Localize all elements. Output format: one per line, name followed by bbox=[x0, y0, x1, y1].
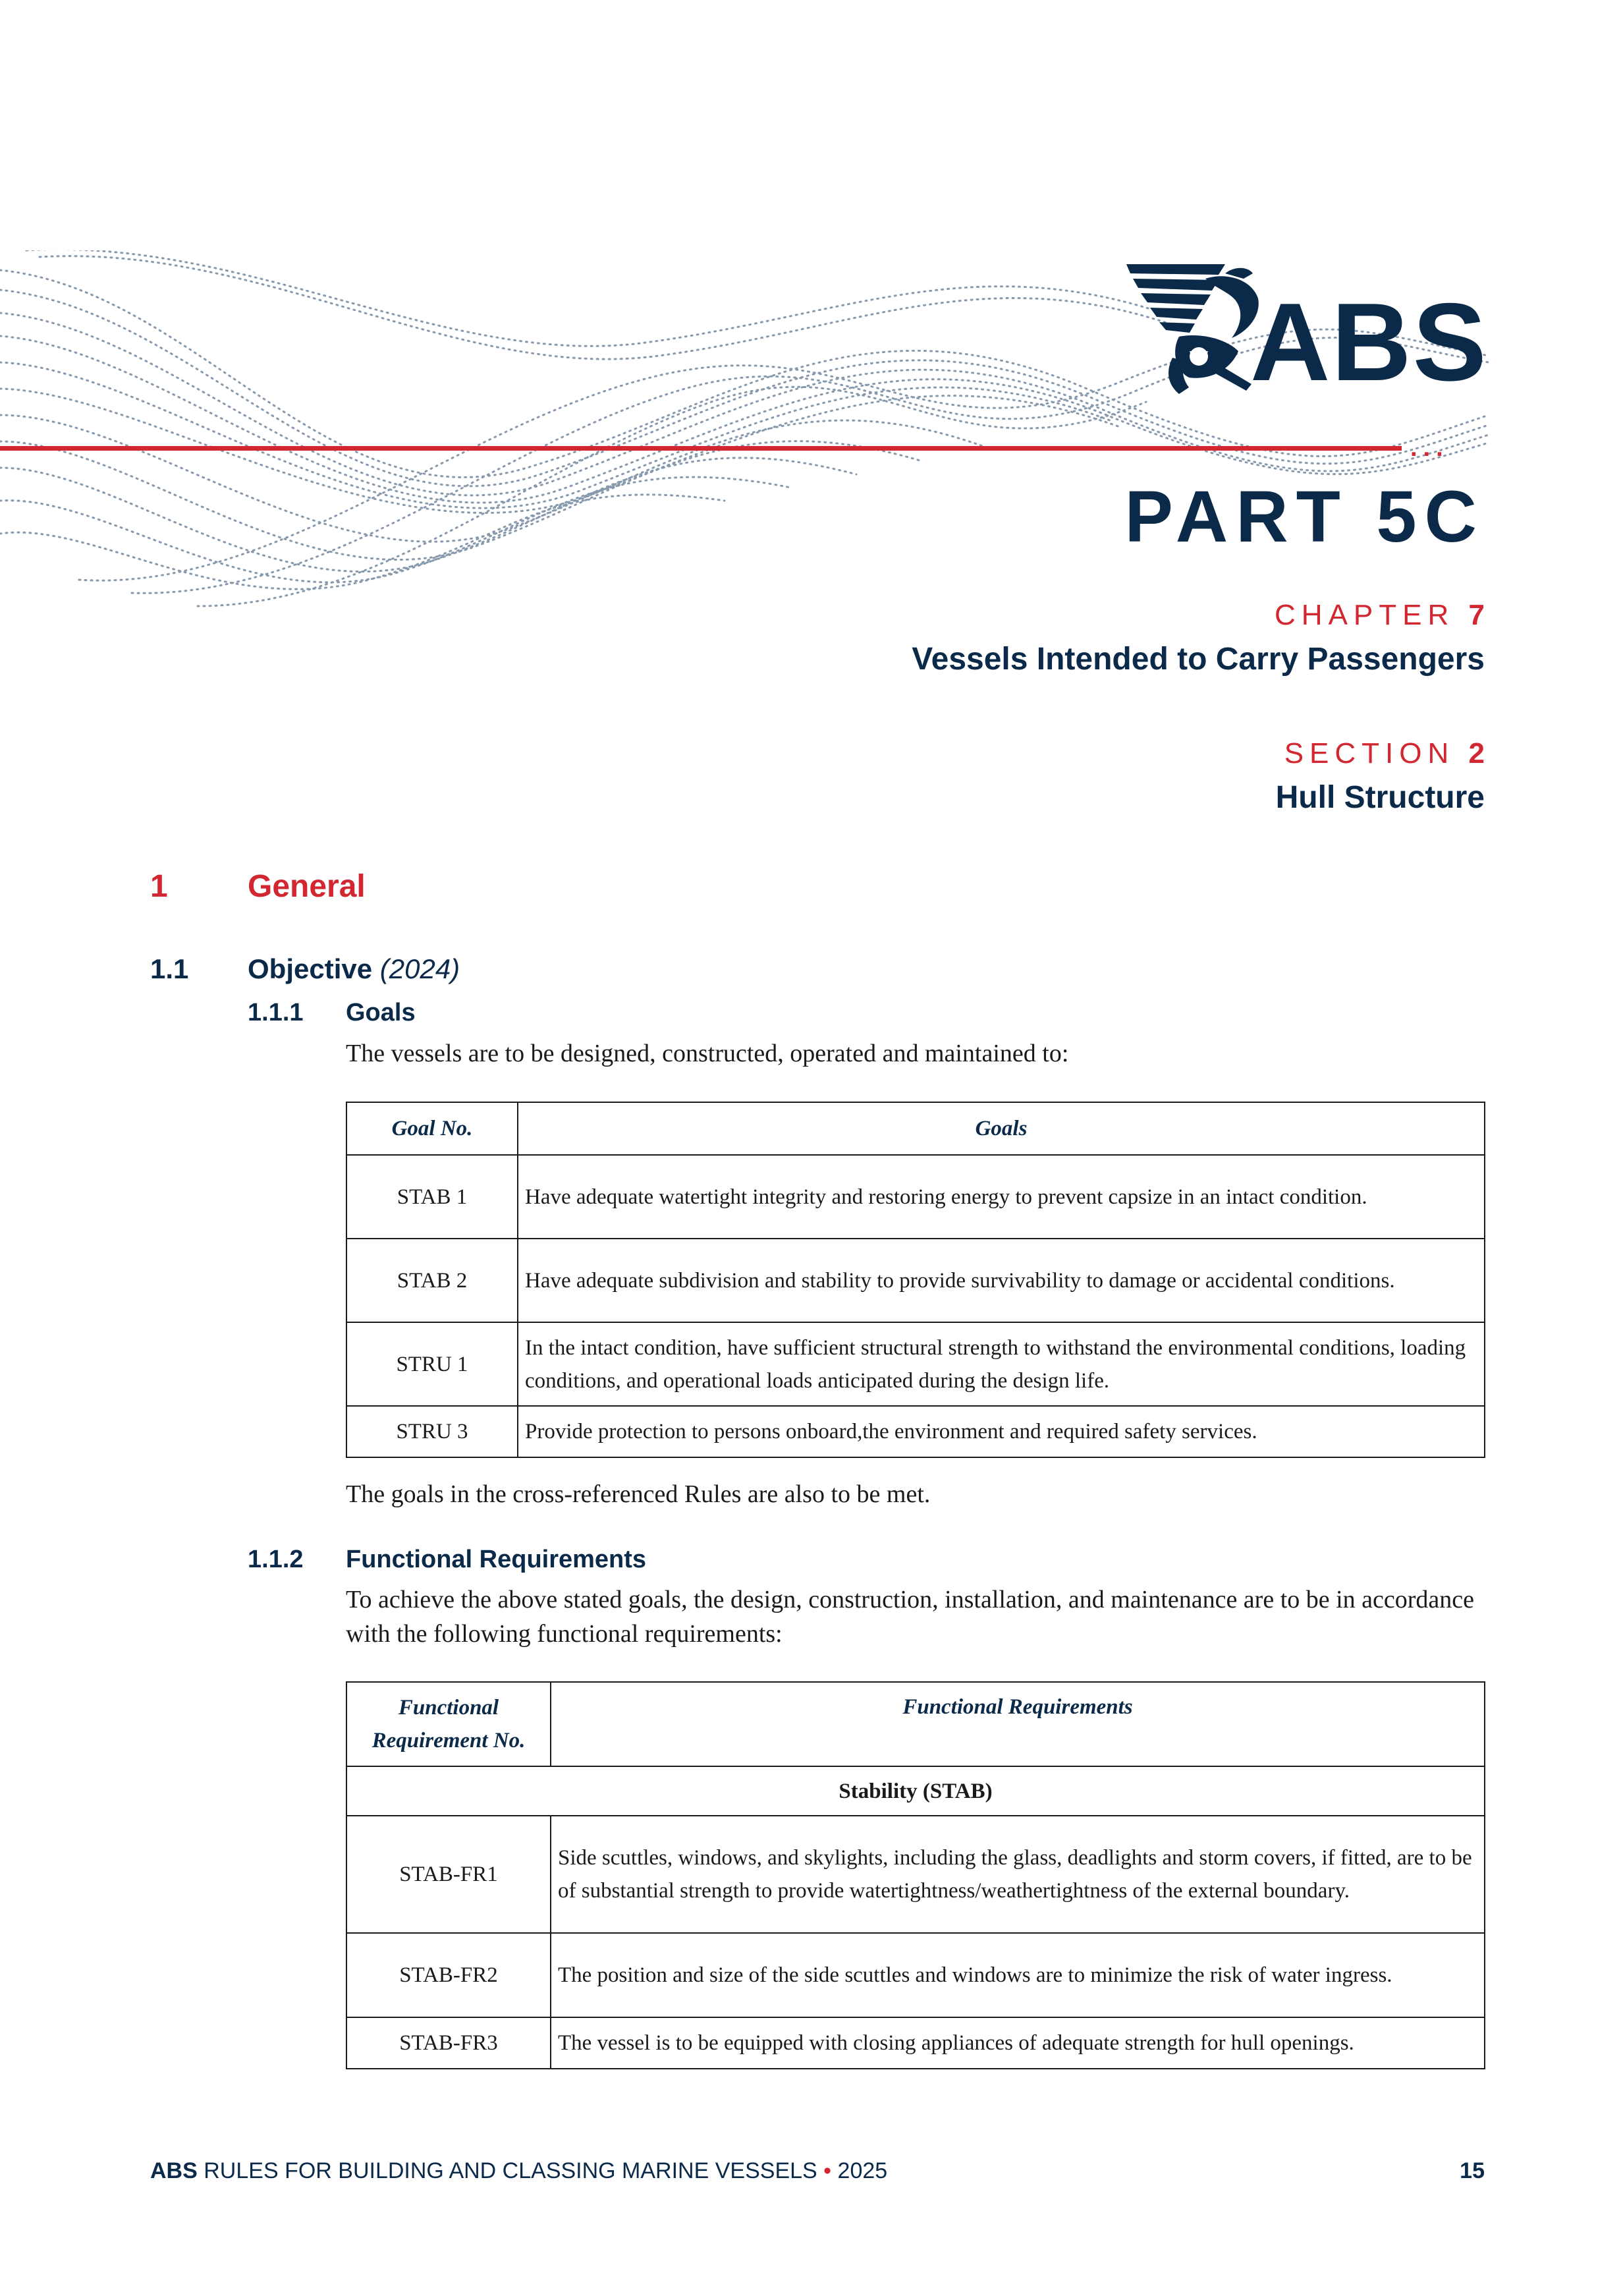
fr-col-header-number: Functional Requirement No. bbox=[346, 1682, 551, 1766]
heading-1-title: General bbox=[248, 869, 366, 904]
fr-group-row bbox=[346, 1766, 1485, 1816]
heading-2-text: Objective bbox=[248, 953, 373, 984]
goal-id: STAB 2 bbox=[346, 1239, 518, 1322]
chapter-label: CHAPTER bbox=[1275, 599, 1455, 631]
goal-text: In the intact condition, have sufficient structural strength to withstand the environmental conditions, loading conditions, and operational loads anticipated during the design life. bbox=[518, 1322, 1485, 1406]
heading-3-goals-number: 1.1.1 bbox=[248, 999, 304, 1026]
functional-requirements-table bbox=[346, 1681, 1485, 2069]
fr-intro-paragraph: To achieve the above stated goals, the design, construction, installation, and maintenance are to be in accordance with the following functional requirements: bbox=[346, 1586, 1475, 1648]
goal-id: STRU 1 bbox=[346, 1322, 518, 1406]
footer-rules-title: RULES FOR BUILDING AND CLASSING MARINE VESSELS bbox=[204, 2158, 817, 2183]
section-label: SECTION bbox=[1284, 737, 1455, 770]
part-title: PART 5C bbox=[1124, 476, 1485, 557]
fr-text: Side scuttles, windows, and skylights, including the glass, deadlights and storm covers, if fitted, are to be of substantial strength to provide watertightness/weathertightness of the external boundary. bbox=[551, 1816, 1485, 1933]
goal-id: STAB 1 bbox=[346, 1155, 518, 1239]
fr-table-header-row bbox=[346, 1682, 1485, 1766]
fr-text: The position and size of the side scuttles and windows are to minimize the risk of water ingress. bbox=[551, 1933, 1485, 2017]
fr-id: STAB-FR1 bbox=[346, 1816, 551, 1933]
table-row bbox=[346, 1155, 1485, 1239]
table-row bbox=[346, 1406, 1485, 1457]
table-row bbox=[346, 1933, 1485, 2017]
table-row bbox=[346, 1322, 1485, 1406]
heading-2-year: (2024) bbox=[379, 953, 460, 984]
goals-intro-paragraph: The vessels are to be designed, constructed, operated and maintained to: bbox=[346, 1040, 1069, 1067]
heading-1-number: 1 bbox=[150, 869, 168, 904]
fr-group-label: Stability (STAB) bbox=[346, 1766, 1485, 1816]
footer-bullet: • bbox=[823, 2158, 832, 2183]
table-row bbox=[346, 1816, 1485, 1933]
goals-col-header-goals: Goals bbox=[518, 1102, 1485, 1155]
logo-wordmark: ABS bbox=[1250, 280, 1488, 404]
fr-id: STAB-FR2 bbox=[346, 1933, 551, 2017]
footer-brand: ABS bbox=[150, 2158, 198, 2183]
goal-text: Have adequate watertight integrity and restoring energy to prevent capsize in an intact condition. bbox=[518, 1155, 1485, 1239]
fr-id: STAB-FR3 bbox=[346, 2017, 551, 2069]
goal-text: Provide protection to persons onboard,the environment and required safety services. bbox=[518, 1406, 1485, 1457]
heading-2-title bbox=[248, 955, 460, 983]
goal-id: STRU 3 bbox=[346, 1406, 518, 1457]
chapter-title: Vessels Intended to Carry Passengers bbox=[912, 642, 1485, 677]
goals-table bbox=[346, 1102, 1485, 1458]
heading-2-number: 1.1 bbox=[150, 953, 189, 984]
goal-text: Have adequate subdivision and stability to provide survivability to damage or accidental conditions. bbox=[518, 1239, 1485, 1322]
fr-col-header-requirements: Functional Requirements bbox=[551, 1682, 1485, 1766]
footer-year: 2025 bbox=[837, 2158, 888, 2183]
section-number: 2 bbox=[1468, 737, 1485, 770]
fr-text: The vessel is to be equipped with closing appliances of adequate strength for hull openings. bbox=[551, 2017, 1485, 2069]
table-row bbox=[346, 1239, 1485, 1322]
footer-title bbox=[150, 2160, 887, 2182]
eagle-logo-icon bbox=[1126, 259, 1265, 397]
heading-3-fr-number: 1.1.2 bbox=[248, 1546, 304, 1573]
goals-table-header-row bbox=[346, 1102, 1485, 1155]
chapter-label-line bbox=[1275, 601, 1485, 630]
abs-logo bbox=[1126, 259, 1488, 404]
section-label-line bbox=[1284, 739, 1485, 768]
header-red-dots: ... bbox=[1410, 434, 1449, 462]
heading-3-goals-title: Goals bbox=[346, 999, 416, 1026]
table-row bbox=[346, 2017, 1485, 2069]
chapter-number: 7 bbox=[1468, 599, 1485, 631]
header-red-rule bbox=[0, 446, 1402, 451]
goals-outro-paragraph: The goals in the cross-referenced Rules are also to be met. bbox=[346, 1480, 931, 1508]
section-title: Hull Structure bbox=[1275, 780, 1485, 815]
page-number: 15 bbox=[1460, 2158, 1485, 2183]
heading-3-fr-title: Functional Requirements bbox=[346, 1546, 647, 1573]
goals-col-header-number: Goal No. bbox=[346, 1102, 518, 1155]
